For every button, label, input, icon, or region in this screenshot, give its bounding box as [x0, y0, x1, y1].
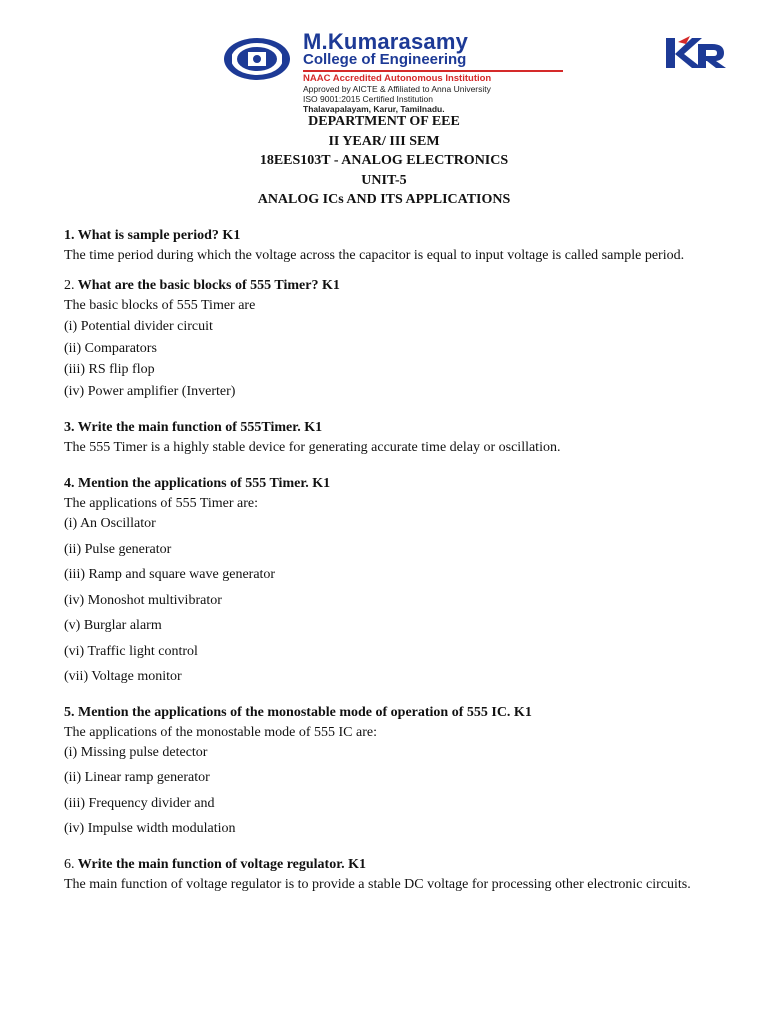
question-1-title: 1. What is sample period? K1 — [64, 228, 241, 243]
question-4-title: 4. Mention the applications of 555 Timer. K1 — [64, 476, 331, 491]
unit-title: UNIT-5 — [361, 172, 407, 188]
list-item: (iv) Monoshot multivibrator — [64, 592, 222, 608]
address-line: Thalavapalayam, Karur, Tamilnadu. — [303, 104, 445, 114]
list-item: (ii) Linear ramp generator — [64, 770, 210, 785]
letterhead — [0, 0, 768, 112]
list-item: (vi) Traffic light control — [64, 643, 198, 659]
college-name-block — [303, 29, 563, 114]
question-1-answer: The time period during which the voltage across the capacitor is equal to input voltage is called sample period. — [64, 248, 685, 263]
question-list — [64, 226, 714, 895]
list-item: (i) Potential divider circuit — [64, 319, 213, 334]
approval-line: Approved by AICTE & Affiliated to Anna University — [303, 84, 491, 94]
question-4-intro: The applications of 555 Timer are: — [64, 496, 259, 511]
list-item: (i) Missing pulse detector — [64, 744, 208, 760]
list-item: (ii) Comparators — [64, 340, 157, 356]
question-2-number: 2. — [64, 278, 75, 293]
question-6-answer: The main function of voltage regulator is to provide a stable DC voltage for processing other electronic circuits. — [64, 876, 691, 892]
list-item: (iii) Ramp and square wave generator — [64, 567, 276, 582]
document-titles — [0, 112, 768, 210]
list-item: (vii) Voltage monitor — [64, 669, 182, 684]
question-6-title — [64, 855, 714, 875]
list-item: (iv) Power amplifier (Inverter) — [64, 383, 236, 399]
naac-line: NAAC Accredited Autonomous Institution — [303, 70, 563, 84]
question-2-intro: The basic blocks of 555 Timer are — [64, 298, 256, 313]
list-item: (v) Burglar alarm — [64, 618, 162, 633]
list-item: (i) An Oscillator — [64, 516, 156, 531]
course-title: 18EES103T - ANALOG ELECTRONICS — [259, 153, 509, 168]
department-title: DEPARTMENT OF EEE — [308, 114, 460, 129]
college-name: M.Kumarasamy — [303, 29, 469, 54]
question-3-answer: The 555 Timer is a highly stable device for generating accurate time delay or oscillation. — [64, 440, 561, 455]
list-item: (iii) Frequency divider and — [64, 795, 215, 811]
iso-line: ISO 9001:2015 Certified Institution — [303, 94, 433, 104]
college-seal-logo — [222, 36, 292, 82]
question-5-title: 5. Mention the applications of the monostable mode of operation of 555 IC. K1 — [64, 704, 532, 720]
list-item: (iii) RS flip flop — [64, 362, 155, 377]
question-2-text: What are the basic blocks of 555 Timer? K1 — [74, 278, 340, 293]
question-6-number: 6. — [64, 856, 75, 872]
question-6-text: Write the main function of voltage regulator. K1 — [74, 856, 367, 872]
question-5-intro: The applications of the monostable mode of 555 IC are: — [64, 724, 377, 740]
kr-logo — [662, 34, 728, 72]
question-3-title: 3. Write the main function of 555Timer. K1 — [64, 420, 323, 435]
list-item: (ii) Pulse generator — [64, 541, 172, 557]
year-semester: II YEAR/ III SEM — [328, 133, 440, 149]
topic-title: ANALOG ICs AND ITS APPLICATIONS — [257, 192, 511, 207]
list-item: (iv) Impulse width modulation — [64, 821, 236, 836]
college-subtitle: College of Engineering — [303, 51, 467, 68]
question-2-title — [64, 276, 714, 296]
